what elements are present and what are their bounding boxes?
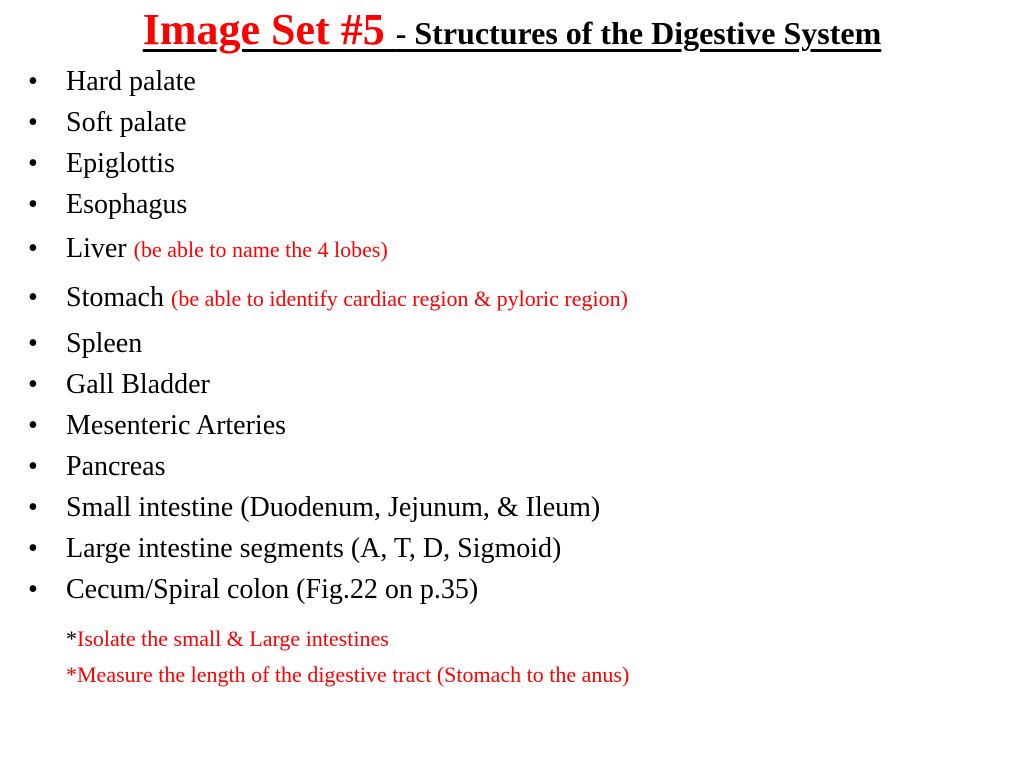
bullet-icon: •: [28, 233, 38, 264]
list-item: [28, 323, 628, 364]
list-item-text: Stomach: [66, 282, 164, 313]
list-item: [28, 143, 628, 184]
list-item: [28, 61, 628, 102]
list-item-text: Spleen: [66, 328, 143, 359]
bullet-icon: •: [28, 410, 38, 441]
bullet-icon: •: [28, 189, 38, 220]
list-item: [28, 528, 628, 569]
bullet-icon: •: [28, 451, 38, 482]
list-item: [28, 569, 628, 610]
list-item-text: Large intestine segments (A, T, D, Sigmoid): [66, 533, 562, 564]
list-item: [28, 274, 628, 323]
slide-title: [0, 5, 1024, 54]
title-main: Image Set #5: [142, 5, 396, 54]
list-item-text: Cecum/Spiral colon (Fig.22 on p.35): [66, 574, 479, 605]
list-item: [28, 184, 628, 225]
footnote-asterisk: *: [66, 662, 77, 687]
list-item: [28, 446, 628, 487]
list-item-text: Soft palate: [66, 107, 187, 138]
list-item-text: Esophagus: [66, 189, 188, 220]
bullet-icon: •: [28, 492, 38, 523]
bullet-icon: •: [28, 66, 38, 97]
footnote-isolate: [66, 628, 389, 650]
list-item-text: Small intestine (Duodenum, Jejunum, & Ileum): [66, 492, 601, 523]
list-item-text: Liver: [66, 233, 127, 264]
footnote-asterisk: *: [66, 626, 77, 651]
list-item-note: (be able to name the 4 lobes): [133, 237, 388, 262]
list-item: [28, 102, 628, 143]
list-item-text: Hard palate: [66, 66, 196, 97]
list-item-text: Pancreas: [66, 451, 166, 482]
bullet-icon: •: [28, 328, 38, 359]
bullet-icon: •: [28, 148, 38, 179]
list-item-text: Epiglottis: [66, 148, 175, 179]
footnote-measure: [66, 664, 629, 686]
list-item: [28, 487, 628, 528]
footnote-text: Isolate the small & Large intestines: [77, 626, 389, 651]
footnote-text: Measure the length of the digestive tract (Stomach to the anus): [77, 662, 630, 687]
structure-list: [28, 61, 628, 610]
bullet-icon: •: [28, 282, 38, 313]
bullet-icon: •: [28, 533, 38, 564]
list-item: [28, 225, 628, 274]
title-subtitle: - Structures of the Digestive System: [395, 15, 882, 51]
bullet-icon: •: [28, 574, 38, 605]
bullet-icon: •: [28, 107, 38, 138]
list-item: [28, 364, 628, 405]
list-item: [28, 405, 628, 446]
list-item-text: Gall Bladder: [66, 369, 210, 400]
bullet-icon: •: [28, 369, 38, 400]
list-item-text: Mesenteric Arteries: [66, 410, 287, 441]
list-item-note: (be able to identify cardiac region & pyloric region): [171, 286, 628, 311]
